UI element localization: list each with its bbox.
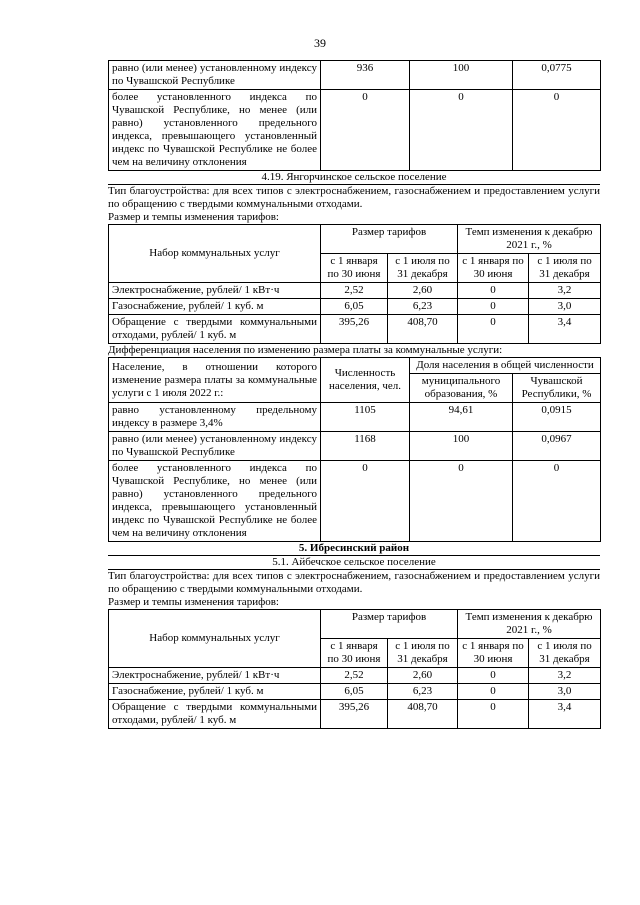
cell-value: 0 (458, 668, 529, 684)
rates-label: Размер и темпы изменения тарифов: (108, 596, 279, 608)
cell-value: 0 (458, 299, 529, 315)
table-row (109, 90, 601, 171)
row-mun-share: 0 (410, 90, 513, 171)
cell-value: 6,05 (321, 299, 388, 315)
rates-label: Размер и темпы изменения тарифов: (108, 211, 279, 223)
row-count: 0 (321, 90, 410, 171)
cell-value: 3,4 (529, 700, 601, 729)
cell-value: 0 (458, 315, 529, 344)
row-mun-share: 100 (410, 61, 513, 90)
cell-value: 0 (458, 700, 529, 729)
differentiation-label: Дифференциация населения по изменению размера платы за коммунальные услуги: (108, 344, 503, 356)
cell-value: 3,2 (529, 283, 601, 299)
header-change-rate: Темп изменения к декабрю 2021 г., % (458, 610, 601, 639)
header-services: Набор коммунальных услуг (109, 225, 321, 283)
row-count: 1168 (321, 432, 410, 461)
header-share: Доля населения в общей численности (410, 358, 601, 374)
page-content (108, 60, 600, 729)
cell-value: 395,26 (321, 700, 388, 729)
header-col3: с 1 января по 30 июня (458, 254, 529, 283)
page-number: 39 (314, 36, 326, 50)
table-row (109, 299, 601, 315)
section-heading: 5.1. Айбечское сельское поселение (108, 556, 600, 570)
service-name: Электроснабжение, рублей/ 1 кВт·ч (109, 283, 321, 299)
cell-value: 2,60 (388, 283, 458, 299)
header-services: Набор коммунальных услуг (109, 610, 321, 668)
section-heading: 4.19. Янгорчинское сельское поселение (108, 171, 600, 185)
cell-value: 2,52 (321, 283, 388, 299)
header-col4: с 1 июля по 31 декабря (529, 254, 601, 283)
header-change-rate: Темп изменения к декабрю 2021 г., % (458, 225, 601, 254)
row-label: более установленного индекса по Чувашской Республике, но менее (или равно) установленного предельного индекса, превышающего установленный индекс по Чувашской Республике не более чем на величину отклонения (109, 461, 321, 542)
header-col1: с 1 января по 30 июня (321, 639, 388, 668)
row-label: равно (или менее) установленному индексу по Чувашской Республике (109, 61, 321, 90)
tariff-table (108, 224, 601, 344)
service-name: Электроснабжение, рублей/ 1 кВт·ч (109, 668, 321, 684)
cell-value: 3,2 (529, 668, 601, 684)
table-row (109, 432, 601, 461)
row-rep-share: 0,0967 (513, 432, 601, 461)
header-population: Население, в отношении которого изменение размера платы за коммунальные услуги с 1 июля 2022 г.: (109, 358, 321, 403)
row-rep-share: 0 (513, 90, 601, 171)
cell-value: 0 (458, 684, 529, 700)
cell-value: 395,26 (321, 315, 388, 344)
district-heading: 5. Ибресинский район (108, 542, 600, 556)
cell-value: 3,0 (529, 299, 601, 315)
table-row (109, 461, 601, 542)
cell-value: 3,4 (529, 315, 601, 344)
header-col2: с 1 июля по 31 декабря (388, 639, 458, 668)
header-republic: Чувашской Республики, % (513, 374, 601, 403)
tariff-table (108, 609, 601, 729)
table-row (109, 315, 601, 344)
row-count: 1105 (321, 403, 410, 432)
table-row (109, 403, 601, 432)
improvement-type-text: Тип благоустройства: для всех типов с электроснабжением, газоснабжением и предоставлением услуги по обращению с твердыми коммунальными отходами. (108, 570, 600, 595)
cell-value: 408,70 (388, 700, 458, 729)
cell-value: 408,70 (388, 315, 458, 344)
row-rep-share: 0,0775 (513, 61, 601, 90)
service-name: Обращение с твердыми коммунальными отходами, рублей/ 1 куб. м (109, 315, 321, 344)
header-col2: с 1 июля по 31 декабря (388, 254, 458, 283)
row-label: равно установленному предельному индексу в размере 3,4% (109, 403, 321, 432)
row-count: 0 (321, 461, 410, 542)
table-row (109, 61, 601, 90)
population-table-continued (108, 60, 601, 171)
row-label: равно (или менее) установленному индексу по Чувашской Республике (109, 432, 321, 461)
row-rep-share: 0 (513, 461, 601, 542)
header-tariff-size: Размер тарифов (321, 610, 458, 639)
service-name: Газоснабжение, рублей/ 1 куб. м (109, 684, 321, 700)
header-col4: с 1 июля по 31 декабря (529, 639, 601, 668)
improvement-type-text: Тип благоустройства: для всех типов с электроснабжением, газоснабжением и предоставлением услуги по обращению с твердыми коммунальными отходами. (108, 185, 600, 210)
cell-value: 2,52 (321, 668, 388, 684)
cell-value: 6,05 (321, 684, 388, 700)
cell-value: 2,60 (388, 668, 458, 684)
cell-value: 6,23 (388, 299, 458, 315)
header-tariff-size: Размер тарифов (321, 225, 458, 254)
header-municipal: муниципального образования, % (410, 374, 513, 403)
header-count: Численность населения, чел. (321, 358, 410, 403)
header-col3: с 1 января по 30 июня (458, 639, 529, 668)
row-mun-share: 94,61 (410, 403, 513, 432)
row-rep-share: 0,0915 (513, 403, 601, 432)
row-mun-share: 0 (410, 461, 513, 542)
cell-value: 6,23 (388, 684, 458, 700)
table-row (109, 684, 601, 700)
cell-value: 3,0 (529, 684, 601, 700)
table-row (109, 668, 601, 684)
row-mun-share: 100 (410, 432, 513, 461)
cell-value: 0 (458, 283, 529, 299)
service-name: Газоснабжение, рублей/ 1 куб. м (109, 299, 321, 315)
table-row (109, 700, 601, 729)
service-name: Обращение с твердыми коммунальными отходами, рублей/ 1 куб. м (109, 700, 321, 729)
row-count: 936 (321, 61, 410, 90)
row-label: более установленного индекса по Чувашской Республике, но менее (или равно) установленного предельного индекса, превышающего установленный индекс по Чувашской Республике не более чем на величину отклонения (109, 90, 321, 171)
population-table (108, 357, 601, 542)
header-col1: с 1 января по 30 июня (321, 254, 388, 283)
table-row (109, 283, 601, 299)
